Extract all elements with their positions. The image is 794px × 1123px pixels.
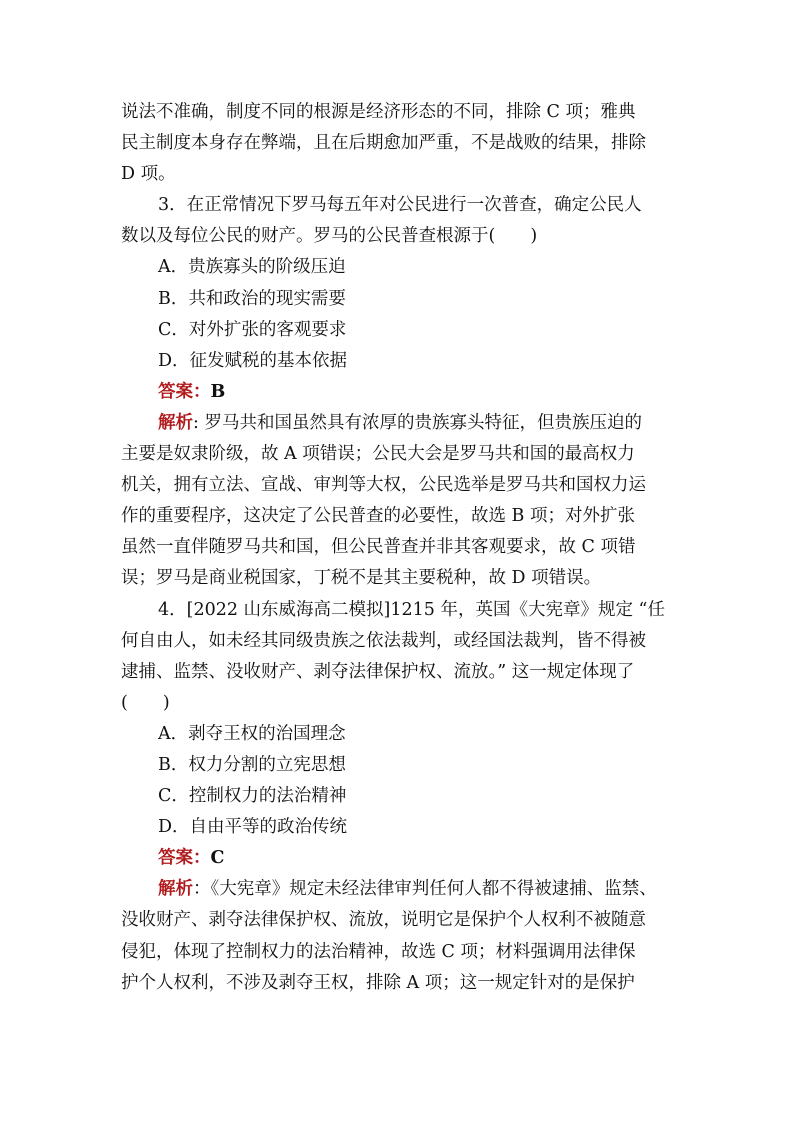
answer-label: 答案：	[158, 848, 211, 869]
text-line: 说法不准确，制度不同的根源是经济形态的不同，排除 C 项；雅典	[121, 102, 636, 122]
explanation-text: ：《大宪章》规定未经法律审判任何人都不得被逮捕、监禁、	[193, 879, 657, 900]
text-line: 没收财产、剥夺法律保护权、流放，说明它是保护个人权利不被随意	[121, 910, 646, 931]
question-4-option-b: B．权力分割的立宪思想	[158, 754, 346, 775]
question-3-answer	[121, 377, 677, 408]
text-line: 机关，拥有立法、宣战、审判等大权，公民选举是罗马共和国权力运	[121, 475, 646, 496]
text-line: 侵犯，体现了控制权力的法治精神，故选 C 项；材料强调用法律保	[121, 941, 636, 962]
text-line: 作的重要程序，这决定了公民普查的必要性，故选 B 项；对外扩张	[121, 506, 635, 527]
text-line: 主要是奴隶阶级，故 A 项错误；公民大会是罗马共和国的最高权力	[121, 444, 635, 465]
question-4-stem: ( )	[121, 692, 170, 713]
text-line: 虽然一直伴随罗马共和国，但公民普查并非其客观要求，故 C 项错	[121, 537, 636, 558]
question-4-stem: 何自由人，如未经其同级贵族之依法裁判，或经国法裁判，皆不得被	[121, 630, 646, 651]
question-4-option-d: D．自由平等的政治传统	[158, 817, 348, 838]
question-4-stem: 逮捕、监禁、没收财产、剥夺法律保护权、流放。” 这一规定体现了	[121, 661, 635, 682]
question-3-option-a: A．贵族寡头的阶级压迫	[158, 257, 346, 278]
explanation-text: : 罗马共和国虽然具有浓厚的贵族寡头特征，但贵族压迫的	[193, 412, 642, 433]
question-4-stem: 4．[2022 山东威海高二模拟]1215 年，英国《大宪章》规定 “任	[158, 599, 665, 620]
question-3-explanation	[121, 408, 677, 439]
answer-value: B	[210, 381, 226, 402]
text-line: D 项。	[121, 164, 176, 185]
question-3-option-d: D．征发赋税的基本依据	[158, 350, 348, 371]
question-3-stem: 3．在正常情况下罗马每五年对公民进行一次普查，确定公民人	[158, 195, 642, 216]
question-3-option-b: B．共和政治的现实需要	[158, 288, 346, 309]
answer-label: 答案：	[158, 381, 211, 402]
explanation-label: 解析	[158, 879, 193, 900]
question-3-stem: 数以及每位公民的财产。罗马的公民普查根源于( )	[121, 226, 538, 247]
text-line: 误；罗马是商业税国家，丁税不是其主要税种，故 D 项错误。	[121, 568, 602, 589]
question-3-option-c: C．对外扩张的客观要求	[158, 319, 347, 340]
explanation-label: 解析	[158, 412, 193, 433]
answer-value: C	[210, 848, 225, 869]
text-line: 护个人权利，不涉及剥夺王权，排除 A 项；这一规定针对的是保护	[121, 972, 635, 993]
document-body	[121, 97, 677, 999]
question-4-answer	[121, 843, 677, 874]
question-4-option-c: C．控制权力的法治精神	[158, 786, 347, 807]
text-line: 民主制度本身存在弊端，且在后期愈加严重，不是战败的结果，排除	[121, 133, 646, 154]
question-4-option-a: A．剥夺王权的治国理念	[158, 723, 346, 744]
question-4-explanation	[121, 874, 677, 905]
